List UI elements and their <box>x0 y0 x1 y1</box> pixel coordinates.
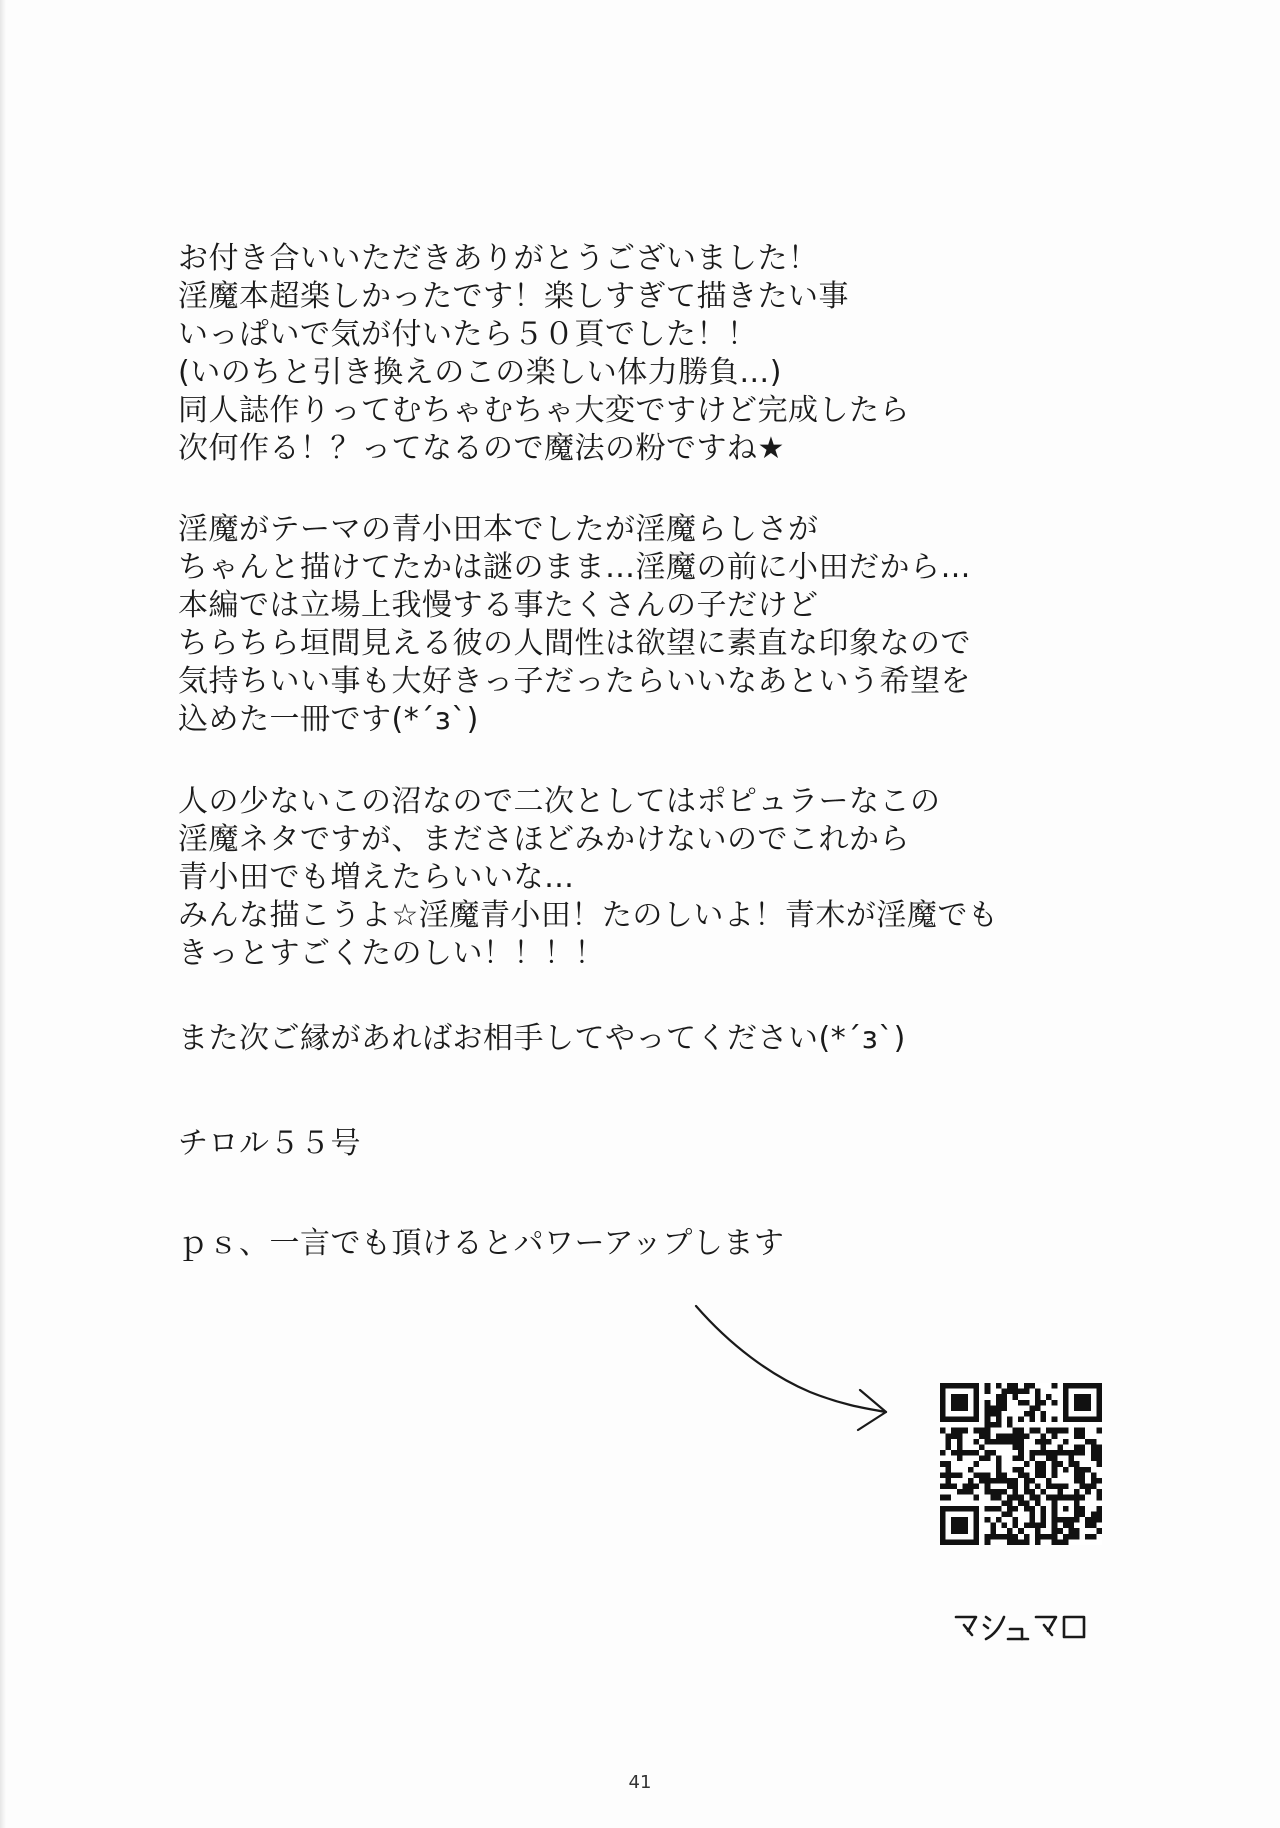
text-line: いっぱいで気が付いたら５０頁でした！！ <box>178 317 758 352</box>
text-line: ｐｓ、一言でも頂けるとパワーアップします <box>178 1226 785 1261</box>
afterword-paragraph-thanks <box>178 240 910 468</box>
qr-code-icon[interactable] <box>940 1383 1102 1545</box>
afterword-paragraph-theme <box>178 511 971 739</box>
text-line: みんな描こうよ☆淫魔青小田！たのしいよ！青木が淫魔でも <box>178 898 999 933</box>
text-line: 本編では立場上我慢する事たくさんの子だけど <box>178 588 819 623</box>
text-line: ちらちら垣間見える彼の人間性は欲望に素直な印象なので <box>178 626 971 661</box>
text-line: (いのちと引き換えのこの楽しい体力勝負…) <box>178 355 782 390</box>
hand-drawn-arrow-icon <box>690 1300 890 1440</box>
afterword-paragraph-closing <box>178 1020 906 1058</box>
text-line: 気持ちいい事も大好きっ子だったらいいなあという希望を <box>178 664 971 699</box>
author-signature <box>178 1125 361 1163</box>
text-line: きっとすごくたのしい！！！！ <box>178 936 605 971</box>
text-line: 込めた一冊です(*´з`) <box>178 702 479 737</box>
text-line: 淫魔ネタですが、まださほどみかけないのでこれから <box>178 822 910 857</box>
page-number: 41 <box>628 1772 652 1793</box>
afterword-paragraph-fandom <box>178 783 998 973</box>
text-line: 淫魔本超楽しかったです！楽しすぎて描きたい事 <box>178 279 849 314</box>
text-line: ちゃんと描けてたかは謎のまま…淫魔の前に小田だから… <box>178 550 971 585</box>
text-line: 同人誌作りってむちゃむちゃ大変ですけど完成したら <box>178 393 910 428</box>
text-line: 次何作る！？ってなるので魔法の粉ですね★ <box>178 431 785 466</box>
postscript <box>178 1225 784 1263</box>
text-line: 人の少ないこの沼なので二次としてはポピュラーなこの <box>178 784 941 819</box>
page-edge-shadow <box>0 0 6 1828</box>
text-line: チロル５５号 <box>178 1126 361 1161</box>
text-line: お付き合いいただきありがとうございました！ <box>178 241 819 276</box>
text-line: 青小田でも増えたらいいな… <box>178 860 575 895</box>
text-line: また次ご縁があればお相手してやってください(*´з`) <box>178 1021 906 1056</box>
text-line: 淫魔がテーマの青小田本でしたが淫魔らしさが <box>178 512 819 547</box>
qr-caption-handwritten <box>950 1603 1090 1653</box>
